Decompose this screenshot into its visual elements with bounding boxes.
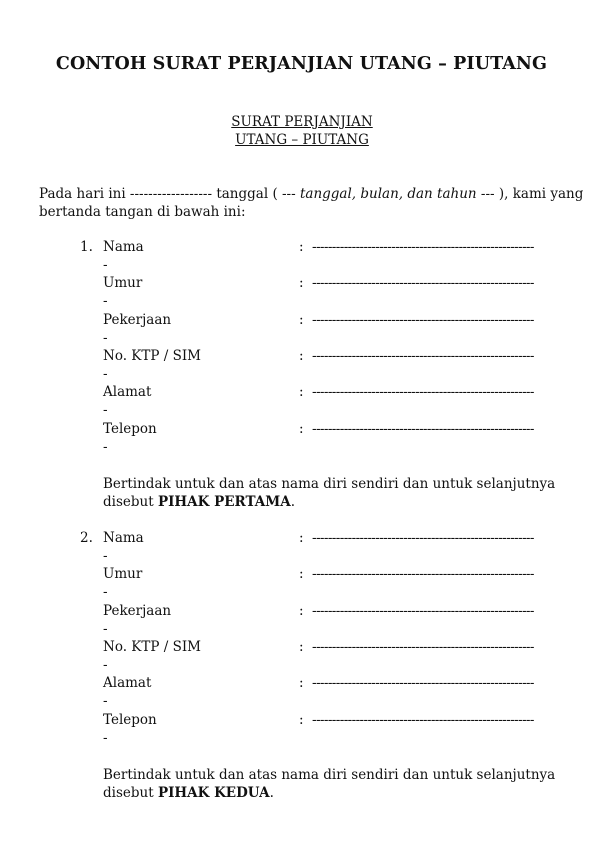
field-value-blank: -------------------------------------------------------- <box>312 711 534 728</box>
party-role-statement <box>103 766 556 802</box>
field-label: Telepon <box>103 420 157 437</box>
field-colon: : <box>299 384 304 401</box>
field-label: Nama <box>103 530 144 546</box>
field-label: Alamat <box>103 384 152 401</box>
field-trailing-dash: - <box>103 365 108 382</box>
field-trailing-dash: - <box>103 293 108 310</box>
field-trailing-dash: - <box>103 584 108 601</box>
subtitle-line-1: SURAT PERJANJIAN <box>231 114 373 130</box>
field-label: Umur <box>103 275 143 292</box>
field-trailing-dash: - <box>103 548 108 564</box>
document-title: CONTOH SURAT PERJANJIAN UTANG – PIUTANG <box>55 54 548 74</box>
party-role-name: PIHAK PERTAMA <box>157 494 291 510</box>
party-number: 2. <box>80 530 93 546</box>
field-label: Telepon <box>103 711 157 728</box>
field-colon: : <box>299 530 304 546</box>
field-colon: : <box>299 347 304 364</box>
field-value-blank: -------------------------------------------------------- <box>312 275 534 292</box>
field-colon: : <box>299 602 304 619</box>
role-statement-prefix: disebut <box>103 494 154 510</box>
field-label: Umur <box>103 566 143 583</box>
intro-date-placeholder: tanggal, bulan, dan tahun <box>299 186 477 202</box>
field-colon: : <box>299 420 304 437</box>
party-number: 1. <box>80 239 93 255</box>
field-label: Pekerjaan <box>103 311 172 328</box>
field-trailing-dash: - <box>103 329 108 346</box>
field-trailing-dash: - <box>103 656 108 673</box>
field-label: Alamat <box>103 675 152 692</box>
field-label: No. KTP / SIM <box>103 638 201 655</box>
role-statement-line-1: Bertindak untuk dan atas nama diri sendiri dan untuk selanjutnya <box>103 767 556 783</box>
intro-line-2: bertanda tangan di bawah ini: <box>39 204 246 220</box>
field-value-blank: -------------------------------------------------------- <box>312 420 534 437</box>
field-value-blank: -------------------------------------------------------- <box>312 384 534 401</box>
intro-line-1 <box>39 185 584 203</box>
field-trailing-dash: - <box>103 693 108 710</box>
party-role-name: PIHAK KEDUA <box>157 785 270 801</box>
role-statement-suffix: . <box>290 494 295 510</box>
field-value-blank: -------------------------------------------------------- <box>312 530 534 546</box>
intro-part-2: --- ), kami yang <box>480 186 584 202</box>
field-colon: : <box>299 566 304 583</box>
field-value-blank: -------------------------------------------------------- <box>312 239 534 255</box>
field-value-blank: -------------------------------------------------------- <box>312 675 534 692</box>
field-trailing-dash: - <box>103 257 108 273</box>
field-colon: : <box>299 638 304 655</box>
intro-part-1: Pada hari ini ------------------ tanggal ( --- <box>39 186 296 202</box>
role-statement-line-1: Bertindak untuk dan atas nama diri sendiri dan untuk selanjutnya <box>103 476 556 492</box>
role-statement-suffix: . <box>269 785 274 801</box>
role-statement-prefix: disebut <box>103 785 154 801</box>
field-trailing-dash: - <box>103 438 108 455</box>
field-trailing-dash: - <box>103 402 108 419</box>
party-role-statement <box>103 475 556 511</box>
field-label: Nama <box>103 239 144 255</box>
field-value-blank: -------------------------------------------------------- <box>312 602 534 619</box>
field-value-blank: -------------------------------------------------------- <box>312 638 534 655</box>
field-colon: : <box>299 275 304 292</box>
field-trailing-dash: - <box>103 729 108 746</box>
field-colon: : <box>299 311 304 328</box>
field-label: No. KTP / SIM <box>103 347 201 364</box>
field-value-blank: -------------------------------------------------------- <box>312 311 534 328</box>
field-colon: : <box>299 675 304 692</box>
field-trailing-dash: - <box>103 620 108 637</box>
field-label: Pekerjaan <box>103 602 172 619</box>
field-colon: : <box>299 239 304 255</box>
field-colon: : <box>299 711 304 728</box>
field-value-blank: -------------------------------------------------------- <box>312 566 534 583</box>
subtitle-line-2: UTANG – PIUTANG <box>235 132 369 148</box>
field-value-blank: -------------------------------------------------------- <box>312 347 534 364</box>
